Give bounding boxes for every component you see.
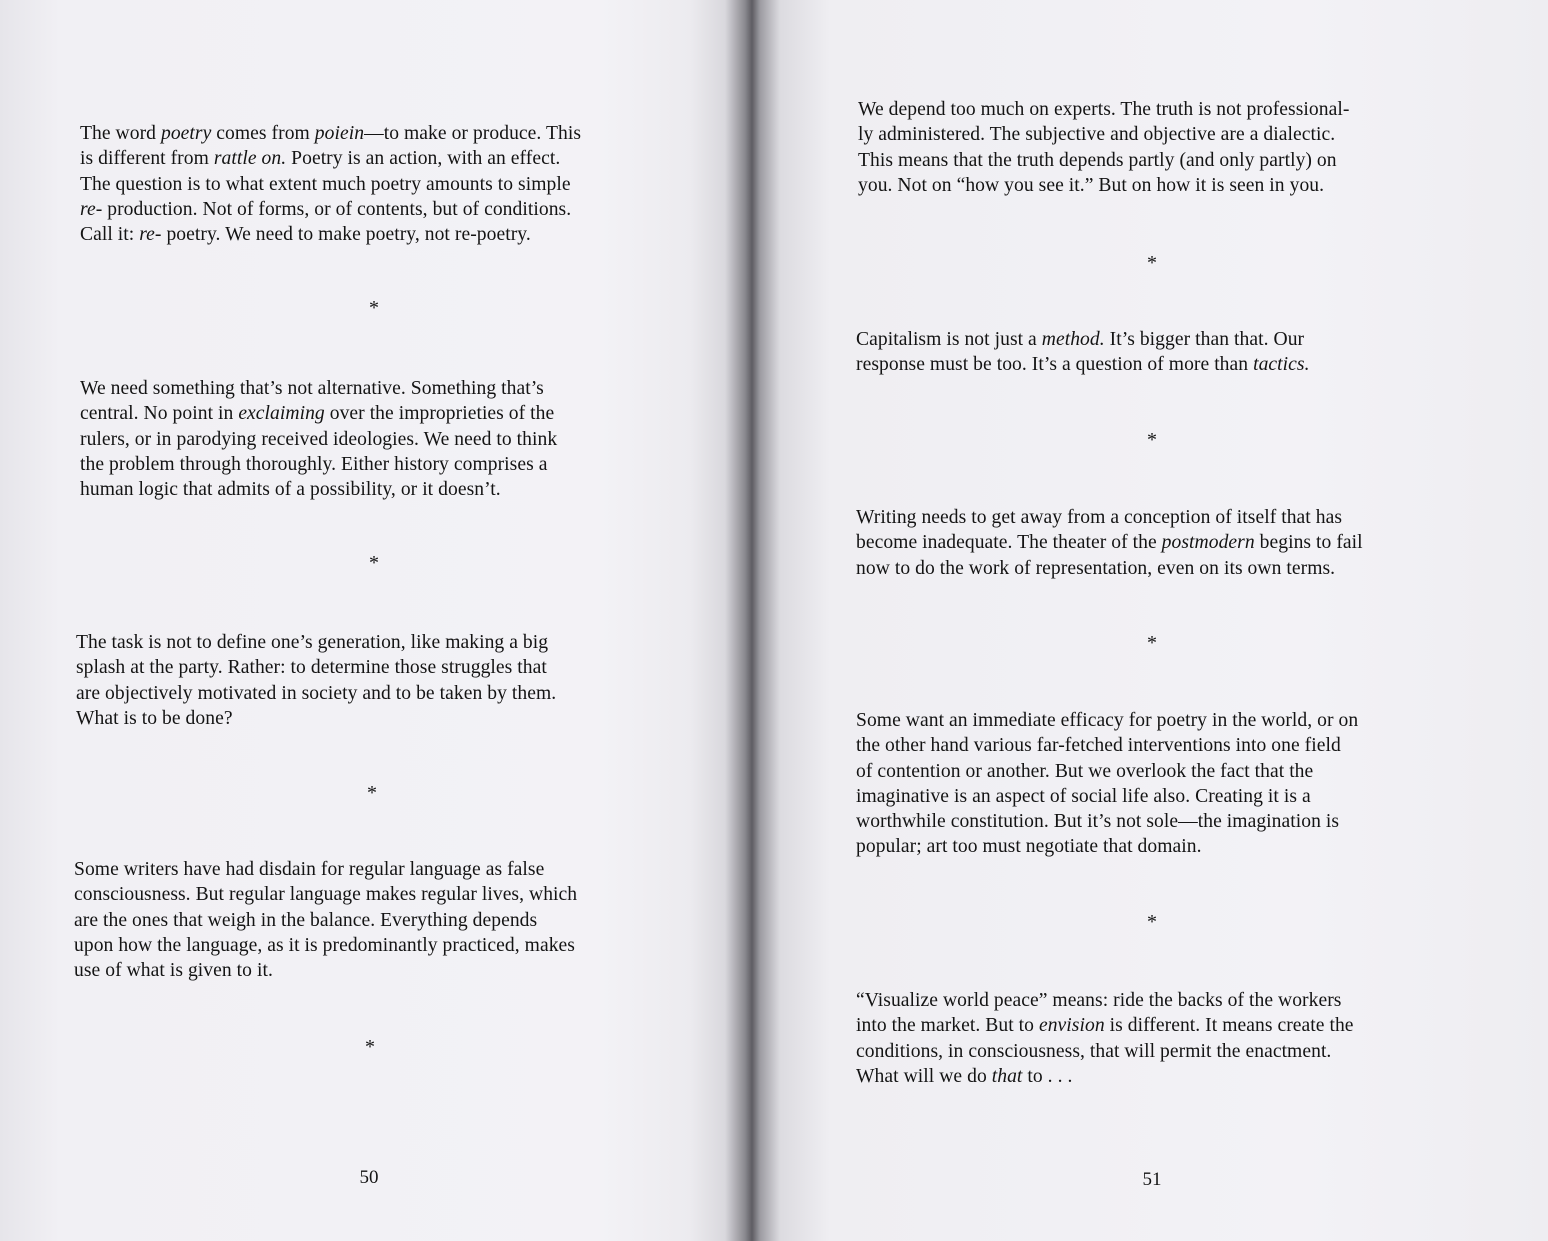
- text-line: The word poetry comes from poiein—to make or produce. This: [80, 123, 581, 144]
- paragraph-text: [80, 121, 581, 247]
- text-line: The question is to what extent much poetry amounts to simple: [80, 173, 571, 195]
- section-separator: *: [1147, 632, 1157, 654]
- paragraph: [856, 708, 1358, 860]
- right-page: [752, 0, 1548, 1241]
- paragraph: [856, 505, 1363, 581]
- section-separator: *: [1147, 911, 1157, 933]
- italic-text: postmodern: [1161, 532, 1255, 554]
- text-line: rulers, or in parodying received ideologies. We need to think: [80, 428, 558, 450]
- paragraph: [80, 376, 557, 502]
- text-line: Some want an immediate efficacy for poetry in the world, or on: [856, 710, 1359, 731]
- paragraph-text: [858, 97, 1349, 198]
- text-line: are objectively motivated in society and to be taken by them.: [76, 682, 557, 704]
- text-line: conditions, in consciousness, that will permit the enactment.: [856, 1040, 1332, 1062]
- paragraph: [858, 97, 1349, 198]
- text-line: use of what is given to it.: [74, 960, 273, 982]
- paragraph-text: [74, 857, 577, 983]
- paragraph-text: [76, 630, 556, 731]
- left-page: [0, 0, 745, 1241]
- italic-text: poiein: [314, 123, 365, 144]
- text-line: the other hand various far-fetched interventions into one field: [856, 735, 1341, 757]
- text-line: We need something that’s not alternative. Something that’s: [80, 378, 544, 399]
- italic-text: tactics.: [1253, 354, 1310, 376]
- text-line: you. Not on “how you see it.” But on how it is seen in you.: [858, 174, 1325, 196]
- text-line: human logic that admits of a possibility, or it doesn’t.: [80, 479, 501, 501]
- text-line: Writing needs to get away from a conception of itself that has: [856, 507, 1343, 528]
- italic-text: envision: [1038, 1015, 1105, 1037]
- paragraph: [856, 988, 1354, 1089]
- text-line: worthwhile constitution. But it’s not sole—the imagination is: [856, 811, 1340, 833]
- text-line: into the market. But to envision is different. It means create the: [856, 1015, 1354, 1037]
- text-line: popular; art too must negotiate that domain.: [856, 836, 1202, 858]
- section-separator: *: [365, 1036, 375, 1058]
- text-line: the problem through thoroughly. Either history comprises a: [80, 453, 548, 475]
- text-line: This means that the truth depends partly (and only partly) on: [858, 149, 1337, 171]
- text-line: become inadequate. The theater of the postmodern begins to fail: [856, 532, 1363, 554]
- text-line: central. No point in exclaiming over the improprieties of the: [80, 403, 555, 425]
- paragraph: [856, 327, 1310, 378]
- paragraph-text: [856, 708, 1358, 860]
- text-line: consciousness. But regular language makes regular lives, which: [74, 884, 578, 906]
- paragraph: [80, 121, 581, 247]
- paragraph-text: [80, 376, 557, 502]
- section-separator: *: [369, 297, 379, 319]
- text-line: of contention or another. But we overlook the fact that the: [856, 760, 1314, 782]
- italic-text: re-: [139, 224, 162, 246]
- text-line: imaginative is an aspect of social life also. Creating it is a: [856, 785, 1311, 807]
- italic-text: exclaiming: [238, 403, 325, 425]
- section-separator: *: [369, 552, 379, 574]
- italic-text: method.: [1041, 329, 1105, 350]
- italic-text: rattle on.: [213, 148, 287, 170]
- text-line: ly administered. The subjective and objective are a dialectic.: [858, 124, 1336, 146]
- text-line: The task is not to define one’s generation, like making a big: [76, 632, 549, 653]
- italic-text: poetry: [160, 123, 212, 144]
- italic-text: that: [991, 1065, 1023, 1087]
- text-line: Capitalism is not just a method. It’s bigger than that. Our: [856, 329, 1305, 350]
- text-line: Call it: re- poetry. We need to make poetry, not re-poetry.: [80, 224, 531, 246]
- text-line: What will we do that to . . .: [856, 1065, 1073, 1087]
- paragraph: [76, 630, 556, 731]
- page-number: 51: [1142, 1169, 1162, 1190]
- text-line: splash at the party. Rather: to determine those struggles that: [76, 657, 547, 679]
- text-line: are the ones that weigh in the balance. Everything depends: [74, 909, 538, 931]
- section-separator: *: [1147, 429, 1157, 451]
- text-line: upon how the language, as it is predominantly practiced, makes: [74, 934, 575, 956]
- text-line: is different from rattle on. Poetry is an action, with an effect.: [80, 148, 561, 170]
- paragraph-text: [856, 327, 1310, 378]
- text-line: response must be too. It’s a question of more than tactics.: [856, 354, 1310, 376]
- text-line: now to do the work of representation, even on its own terms.: [856, 557, 1336, 579]
- text-line: Some writers have had disdain for regular language as false: [74, 859, 545, 880]
- text-line: re- production. Not of forms, or of contents, but of conditions.: [80, 198, 572, 220]
- page-number: 50: [359, 1167, 379, 1188]
- section-separator: *: [367, 782, 377, 804]
- paragraph-text: [856, 505, 1363, 581]
- paragraph-text: [856, 988, 1354, 1089]
- text-line: What is to be done?: [76, 707, 233, 729]
- paragraph: [74, 857, 577, 983]
- section-separator: *: [1147, 252, 1157, 274]
- text-line: “Visualize world peace” means: ride the backs of the workers: [856, 990, 1342, 1011]
- text-line: We depend too much on experts. The truth is not professional-: [858, 99, 1350, 120]
- italic-text: re-: [80, 198, 103, 220]
